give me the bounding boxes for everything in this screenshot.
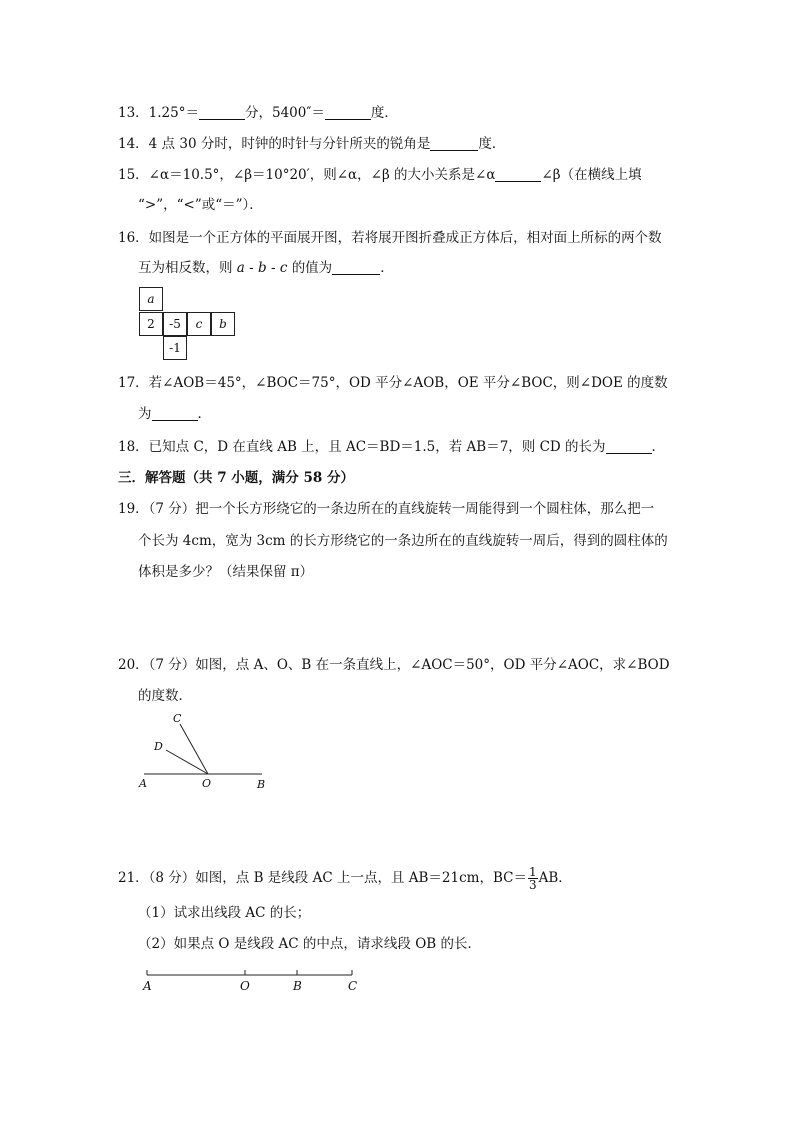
- question-17: 17．若∠AOB＝45°，∠BOC＝75°，OD 平分∠AOB，OE 平分∠BOC，则∠DOE 的度数: [118, 375, 668, 391]
- label-B: B: [257, 778, 266, 791]
- net-cell-2: 2: [139, 312, 163, 336]
- seg-label-B: B: [293, 979, 302, 993]
- question-21-part1: （1）试求出线段 AC 的长；: [138, 905, 311, 921]
- answer-blank: [495, 167, 541, 182]
- answer-blank: [430, 136, 478, 151]
- question-19-cont2: 体积是多少？（结果保留 π）: [138, 564, 314, 580]
- answer-blank: [152, 406, 198, 421]
- answer-blank: [606, 439, 652, 454]
- section-heading: 三．解答题（共 7 小题，满分 58 分）: [118, 470, 354, 486]
- question-14: 14．4 点 30 分时，时钟的时针与分针所夹的锐角是 度．: [118, 136, 506, 152]
- label-A: A: [139, 777, 147, 790]
- question-18: 18．已知点 C，D 在直线 AB 上，且 AC＝BD＝1.5，若 AB＝7，则 CD 的长为 ．: [118, 439, 666, 455]
- net-cell-b: b: [211, 312, 235, 336]
- question-21: 21．（8 分）如图，点 B 是线段 AC 上一点，且 AB＝21cm，BC＝ $\frac{1}{3}$ AB．: [118, 865, 572, 892]
- question-21-part2: （2）如果点 O 是线段 AC 的中点，请求线段 OB 的长．: [138, 936, 481, 952]
- net-cell-neg5: -5: [163, 312, 187, 336]
- label-C: C: [173, 712, 182, 725]
- label-O: O: [202, 777, 212, 790]
- fraction-one-third: $\frac{1}{3}$: [528, 865, 537, 892]
- question-20-cont: 的度数．: [138, 688, 192, 704]
- seg-label-A: A: [143, 979, 152, 993]
- answer-blank: [332, 260, 380, 275]
- question-16: 16．如图是一个正方体的平面展开图，若将展开图折叠成正方体后，相对面上所标的两个数: [118, 230, 662, 246]
- question-15-cont: “>”，“<”或“＝”）．: [138, 197, 263, 213]
- label-D: D: [154, 740, 163, 753]
- net-cell-c: c: [187, 312, 211, 336]
- question-20: 20．（7 分）如图，点 A、O、B 在一条直线上，∠AOC＝50°，OD 平分∠AOC，求∠BOD: [118, 657, 670, 673]
- seg-label-O: O: [240, 979, 250, 993]
- net-cell-neg1: -1: [163, 336, 187, 360]
- question-15: 15．∠α＝10.5°，∠β＝10°20′，则∠α，∠β 的大小关系是∠α ∠β（在横线上填: [118, 167, 642, 183]
- question-19: 19．（7 分）把一个长方形绕它的一条边所在的直线旋转一周能得到一个圆柱体，那么把一: [118, 501, 655, 517]
- seg-label-C: C: [348, 979, 358, 993]
- question-13: 13．1.25°＝ 分，5400″＝ 度．: [118, 105, 398, 121]
- question-16-cont: 互为相反数，则 a - b - c 的值为 ．: [138, 260, 394, 276]
- answer-blank: [199, 105, 245, 120]
- question-17-cont: 为 ．: [138, 406, 211, 422]
- answer-blank: [325, 105, 371, 120]
- question-19-cont: 个长为 4cm，宽为 3cm 的长方形绕它的一条边所在的直线旋转一周后，得到的圆柱体的: [138, 533, 668, 549]
- net-cell-a: a: [139, 287, 163, 311]
- segment-figure: [140, 965, 360, 985]
